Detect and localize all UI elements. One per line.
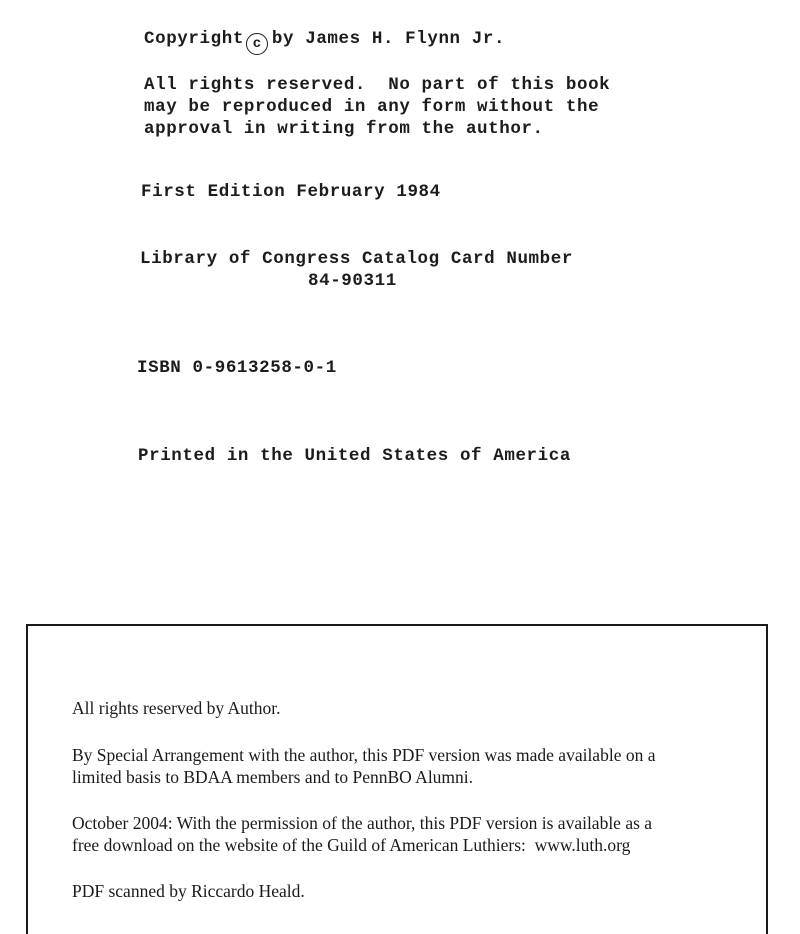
rights-statement: All rights reserved. No part of this book may be reproduced in any form without the approval in writing from the author. <box>144 75 611 139</box>
printed-in-line: Printed in the United States of America <box>138 446 571 466</box>
loc-catalog-label: Library of Congress Catalog Card Number <box>140 249 573 269</box>
notice-special-arrangement: By Special Arrangement with the author, this PDF version was made available on a limited basis to BDAA members and to PennBO Alumni. <box>72 745 656 787</box>
pdf-notice-box <box>26 624 768 934</box>
loc-catalog-number: 84-90311 <box>308 271 397 291</box>
copyright-holder: by James H. Flynn Jr. <box>271 29 506 49</box>
isbn-line: ISBN 0-9613258-0-1 <box>137 358 337 378</box>
notice-rights-reserved: All rights reserved by Author. <box>72 698 281 718</box>
notice-scanned-by: PDF scanned by Riccardo Heald. <box>72 881 305 901</box>
copyright-prefix: Copyright <box>144 29 244 49</box>
copyright-line <box>144 28 505 55</box>
copyright-symbol-icon: c <box>246 33 268 55</box>
notice-free-download: October 2004: With the permission of the author, this PDF version is available as a free download on the website of the Guild of American Luthiers: www.luth.org <box>72 813 653 855</box>
edition-line: First Edition February 1984 <box>141 182 441 202</box>
